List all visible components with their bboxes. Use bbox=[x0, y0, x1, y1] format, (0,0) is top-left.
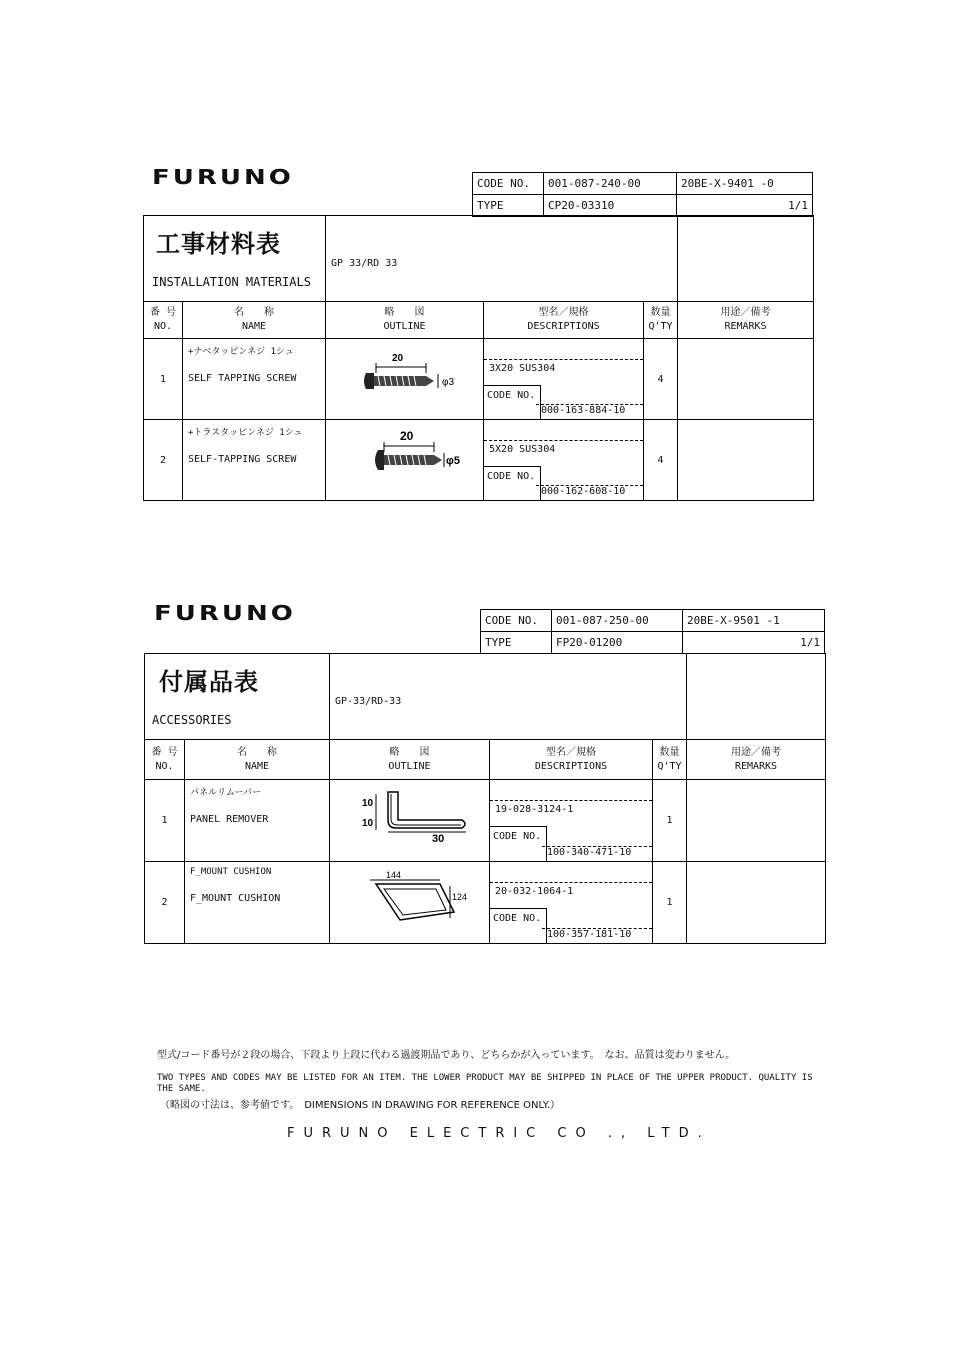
pan-head-screw-drawing bbox=[326, 339, 482, 415]
blank-cell bbox=[678, 216, 814, 302]
col-no-jp: 番 号 bbox=[149, 307, 177, 318]
mount-cushion-drawing bbox=[330, 862, 488, 939]
code-no-value: 001-087-240-00 bbox=[544, 173, 677, 195]
model-cell bbox=[326, 216, 678, 302]
dim-c: 30 bbox=[432, 833, 445, 845]
page-number: 1/1 bbox=[677, 195, 813, 217]
col-desc bbox=[490, 740, 653, 780]
furuno-logo: FURUNO bbox=[154, 602, 296, 626]
title-en: INSTALLATION MATERIALS bbox=[152, 275, 311, 289]
dim-b: 124 bbox=[452, 892, 468, 902]
col-qty-jp: 数量 bbox=[659, 746, 680, 758]
item-name-jp: +ナベタッピンネジ 1シュ bbox=[188, 347, 294, 357]
code-label: CODE NO. bbox=[490, 908, 547, 943]
item-code: 100-357-181-10 bbox=[542, 928, 652, 943]
desc-cell bbox=[484, 420, 644, 501]
row-number: 2 bbox=[145, 862, 185, 944]
row-number: 1 bbox=[144, 339, 183, 420]
col-qty bbox=[653, 740, 687, 780]
col-outline-jp: 略 図 bbox=[384, 307, 425, 318]
type-value: FP20-01200 bbox=[552, 632, 683, 654]
desc-cell bbox=[490, 862, 653, 944]
sheet1-header-table bbox=[472, 172, 813, 217]
dim-diameter: φ5 bbox=[446, 455, 461, 467]
table-row bbox=[144, 339, 814, 420]
col-outline-en: OUTLINE bbox=[388, 760, 431, 772]
code-label: CODE NO. bbox=[484, 385, 541, 419]
model-name: GP-33/RD-33 bbox=[335, 696, 402, 707]
outline-cell bbox=[330, 780, 490, 862]
item-name-en: F_MOUNT CUSHION bbox=[190, 893, 281, 904]
item-spec: 3X20 SUS304 bbox=[484, 359, 643, 377]
dim-length: 20 bbox=[400, 429, 414, 443]
page-number: 1/1 bbox=[683, 632, 825, 654]
title-cell bbox=[145, 654, 330, 740]
col-desc-jp: 型名／規格 bbox=[538, 307, 589, 318]
item-spec: 19-028-3124-1 bbox=[490, 800, 652, 818]
dims-note: （略図の寸法は、参考値です。 DIMENSIONS IN DRAWING FOR REFERENCE ONLY.） bbox=[160, 1100, 561, 1111]
desc-cell bbox=[484, 339, 644, 420]
type-label: TYPE bbox=[473, 195, 544, 217]
item-name-jp: +トラスタッピンネジ 1シュ bbox=[188, 428, 303, 438]
item-code: 100-340-471-10 bbox=[542, 846, 652, 861]
col-desc-jp: 型名／規格 bbox=[546, 746, 596, 758]
col-name-jp: 名 称 bbox=[237, 746, 277, 758]
sheet2-header-table bbox=[480, 609, 825, 654]
company-name: FURUNO ELECTRIC CO ., LTD. bbox=[287, 1126, 711, 1141]
col-qty-jp: 数量 bbox=[650, 307, 671, 318]
title-en: ACCESSORIES bbox=[152, 713, 232, 727]
col-name-en: NAME bbox=[241, 321, 267, 332]
title-jp: 工事材料表 bbox=[156, 230, 281, 258]
item-remarks bbox=[687, 862, 826, 944]
col-outline bbox=[330, 740, 490, 780]
col-remarks bbox=[678, 302, 814, 339]
col-qty-en: Q'TY bbox=[648, 321, 673, 332]
col-outline-jp: 略 図 bbox=[389, 746, 430, 758]
row-number: 1 bbox=[145, 780, 185, 862]
col-remarks-jp: 用途／備考 bbox=[731, 746, 781, 758]
furuno-logo: FURUNO bbox=[152, 166, 294, 190]
item-spec: 5X20 SUS304 bbox=[484, 440, 643, 458]
col-remarks-jp: 用途／備考 bbox=[720, 307, 771, 318]
col-remarks-en: REMARKS bbox=[724, 321, 767, 332]
outline-cell bbox=[330, 862, 490, 944]
truss-head-screw-drawing bbox=[326, 420, 482, 496]
code-no-label: CODE NO. bbox=[473, 173, 544, 195]
col-outline-en: OUTLINE bbox=[383, 321, 426, 332]
note-en: TWO TYPES AND CODES MAY BE LISTED FOR AN ITEM. THE LOWER PRODUCT MAY BE SHIPPED IN PLACE OF THE UPPER PRODUCT. QUALITY IS THE SAME. bbox=[157, 1073, 813, 1094]
installation-materials-table bbox=[143, 215, 814, 501]
item-name-jp: F_MOUNT CUSHION bbox=[190, 867, 272, 877]
item-name-en: SELF TAPPING SCREW bbox=[188, 373, 297, 384]
desc-cell bbox=[490, 780, 653, 862]
col-no-jp: 番 号 bbox=[151, 746, 178, 758]
dim-a: 10 bbox=[362, 798, 374, 809]
table-row bbox=[144, 420, 814, 501]
col-remarks bbox=[687, 740, 826, 780]
item-name-en: PANEL REMOVER bbox=[190, 814, 269, 825]
item-code: 000-162-608-10 bbox=[536, 485, 643, 500]
item-code: 000-163-884-10 bbox=[536, 404, 643, 419]
col-desc-en: DESCRIPTIONS bbox=[534, 760, 608, 772]
item-remarks bbox=[678, 420, 814, 501]
item-spec: 20-032-1064-1 bbox=[490, 882, 652, 900]
outline-cell bbox=[326, 420, 484, 501]
doc-number: 20BE-X-9401 -0 bbox=[677, 173, 813, 195]
item-qty: 4 bbox=[644, 420, 678, 501]
col-name-en: NAME bbox=[244, 760, 270, 772]
item-name-en: SELF-TAPPING SCREW bbox=[188, 454, 297, 465]
table-row bbox=[145, 862, 826, 944]
panel-remover-drawing bbox=[330, 780, 488, 857]
col-qty-en: Q'TY bbox=[657, 760, 682, 772]
table-row bbox=[145, 780, 826, 862]
outline-cell bbox=[326, 339, 484, 420]
accessories-table bbox=[144, 653, 826, 944]
note-jp: 型式/コード番号が２段の場合、下段より上段に代わる過渡期品であり、どちらかが入っています。 なお、品質は変わりません。 bbox=[157, 1050, 736, 1061]
col-name-jp: 名 称 bbox=[234, 307, 274, 318]
col-no bbox=[145, 740, 185, 780]
model-name: GP 33/RD 33 bbox=[331, 258, 398, 269]
item-qty: 4 bbox=[644, 339, 678, 420]
col-remarks-en: REMARKS bbox=[734, 760, 778, 772]
code-no-label: CODE NO. bbox=[481, 610, 552, 632]
doc-number: 20BE-X-9501 -1 bbox=[683, 610, 825, 632]
item-name-jp: パネルリムーバー bbox=[190, 788, 262, 798]
col-no-en: NO. bbox=[155, 760, 174, 772]
code-label: CODE NO. bbox=[490, 826, 547, 861]
item-remarks bbox=[678, 339, 814, 420]
model-cell bbox=[330, 654, 687, 740]
col-qty bbox=[644, 302, 678, 339]
dim-a: 144 bbox=[386, 870, 402, 880]
dim-b: 10 bbox=[362, 818, 374, 829]
code-no-value: 001-087-250-00 bbox=[552, 610, 683, 632]
code-label: CODE NO. bbox=[484, 466, 541, 500]
row-number: 2 bbox=[144, 420, 183, 501]
type-value: CP20-03310 bbox=[544, 195, 677, 217]
item-qty: 1 bbox=[653, 862, 687, 944]
col-name bbox=[183, 302, 326, 339]
blank-cell bbox=[687, 654, 826, 740]
item-remarks bbox=[687, 780, 826, 862]
dim-diameter: φ3 bbox=[442, 377, 455, 388]
col-no bbox=[144, 302, 183, 339]
col-name bbox=[185, 740, 330, 780]
dim-length: 20 bbox=[392, 353, 404, 364]
col-desc-en: DESCRIPTIONS bbox=[527, 321, 600, 332]
col-desc bbox=[484, 302, 644, 339]
item-qty: 1 bbox=[653, 780, 687, 862]
title-jp: 付属品表 bbox=[159, 668, 259, 696]
col-outline bbox=[326, 302, 484, 339]
type-label: TYPE bbox=[481, 632, 552, 654]
col-no-en: NO. bbox=[153, 321, 173, 332]
title-cell bbox=[144, 216, 326, 302]
